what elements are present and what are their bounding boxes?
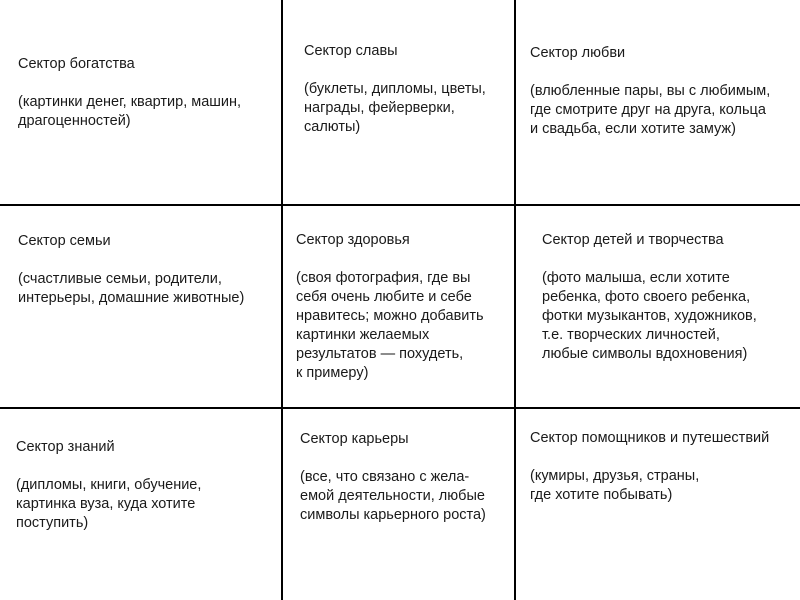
sector-description: (счастливые семьи, родители, интерьеры, домашние животные)	[18, 271, 245, 306]
sector-children-creativity	[542, 231, 757, 364]
sector-title: Сектор детей и творчества	[542, 232, 724, 248]
sector-title: Сектор богатства	[18, 56, 135, 72]
sector-title: Сектор любви	[530, 45, 626, 61]
sector-title: Сектор здоровья	[296, 232, 410, 248]
sector-love	[530, 44, 770, 139]
sector-wealth	[18, 55, 241, 131]
sector-title: Сектор славы	[304, 43, 398, 59]
grid-line-horizontal-bottom	[0, 407, 800, 409]
sector-health	[296, 231, 484, 383]
sector-knowledge	[16, 438, 201, 533]
sector-description: (картинки денег, квартир, машин, драгоценностей)	[18, 94, 242, 129]
sector-description: (влюбленные пары, вы с любимым, где смотрите друг на друга, кольца и свадьба, если хотите замуж)	[530, 83, 771, 137]
sector-title: Сектор знаний	[16, 439, 115, 455]
sector-helpers-travel	[530, 429, 769, 505]
grid-line-horizontal-top	[0, 204, 800, 206]
sector-title: Сектор семьи	[18, 233, 111, 249]
sector-description: (все, что связано с жела- емой деятельности, любые символы карьерного роста)	[300, 469, 486, 523]
sector-title: Сектор карьеры	[300, 431, 409, 447]
sector-family	[18, 232, 244, 308]
sector-description: (кумиры, друзья, страны, где хотите побывать)	[530, 468, 700, 503]
sector-career	[300, 430, 486, 525]
sector-description: (дипломы, книги, обучение, картинка вуза, куда хотите поступить)	[16, 477, 202, 531]
grid-line-vertical-right	[514, 0, 516, 600]
sector-description: (фото малыша, если хотите ребенка, фото своего ребенка, фотки музыкантов, художников, т.е. творческих личностей, любые символы вдохновения)	[542, 270, 757, 362]
sector-title: Сектор помощников и путешествий	[530, 430, 770, 446]
sector-description: (своя фотография, где вы себя очень любите и себе нравитесь; можно добавить картинки желаемых результатов — похудеть, к примеру)	[296, 270, 484, 381]
grid-line-vertical-left	[281, 0, 283, 600]
sector-description: (буклеты, дипломы, цветы, награды, фейерверки, салюты)	[304, 81, 486, 135]
sector-fame	[304, 42, 486, 137]
